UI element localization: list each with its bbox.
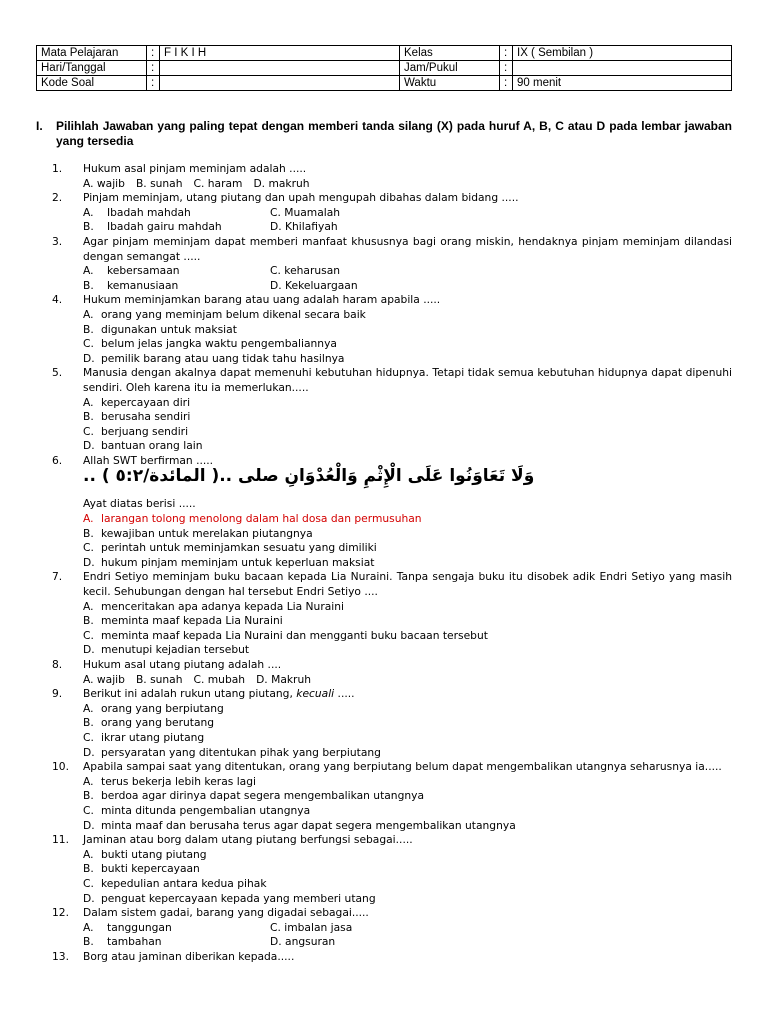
question-text: Jaminan atau borg dalam utang piutang berfungsi sebagai..... [83, 833, 413, 847]
answer-option [83, 337, 732, 352]
question [52, 833, 732, 906]
option-letter: A. [83, 307, 94, 321]
question-number: 9. [52, 687, 63, 701]
answer-option [83, 206, 270, 221]
option-text: tanggungan [107, 920, 172, 934]
answer-option: D. Kekeluargaan [270, 278, 358, 292]
option-letter: B. [83, 862, 94, 876]
option-letter: B. [83, 716, 94, 730]
option-text: berdoa agar dirinya dapat segera mengembalikan utangnya [101, 789, 425, 803]
question [52, 235, 732, 293]
option-text: perintah untuk meminjamkan sesuatu yang dimiliki [101, 541, 377, 555]
answer-option: D. Makruh [256, 672, 312, 686]
header-cell-sep2: : [500, 46, 513, 61]
question-number: 2. [52, 191, 63, 205]
answer-option [83, 541, 732, 556]
question-text: Hukum asal pinjam meminjam adalah ..... [83, 162, 307, 175]
answer-option [83, 789, 732, 804]
answer-option [83, 512, 732, 527]
option-text: berjuang sendiri [101, 424, 189, 438]
option-text: penguat kepercayaan kepada yang memberi utang [101, 891, 376, 905]
option-letter: A. [83, 395, 94, 409]
option-letter: A. [83, 599, 94, 613]
option-list [83, 600, 732, 658]
option-letter: B. [83, 614, 94, 628]
answer-option [83, 396, 732, 411]
answer-option: A. wajib [83, 176, 125, 190]
answer-option: B. sunah [135, 672, 183, 686]
question [52, 658, 732, 687]
question-text: Pinjam meminjam, utang piutang dan upah mengupah dibahas dalam bidang ..... [83, 191, 519, 205]
option-text: orang yang berutang [101, 716, 215, 730]
option-text: hukum pinjam meminjam untuk keperluan maksiat [101, 555, 375, 569]
option-text: belum jelas jangka waktu pengembaliannya [101, 337, 337, 351]
question-text: Berikut ini adalah rukun utang piutang, kecuali ..... [83, 687, 355, 701]
option-text: bukti utang piutang [101, 847, 207, 861]
question-number: 8. [52, 658, 63, 671]
option-list [83, 308, 732, 366]
header-cell-sep: : [147, 61, 160, 76]
option-letter: A. [83, 512, 94, 526]
option-letter: A. [83, 920, 94, 934]
header-cell-label: Mata Pelajaran [37, 46, 147, 61]
question-text: Endri Setiyo meminjam buku bacaan kepada Lia Nuraini. Tanpa sengaja buku itu disobek adik Endri Setiyo yang masih kecil. Sehubungan dengan hal tersebut Endri Setiyo .... [83, 570, 732, 599]
header-cell-value: F I K I H [160, 46, 400, 61]
answer-option [83, 439, 732, 454]
option-text: kewajiban untuk merelakan piutangnya [101, 526, 313, 540]
question [52, 570, 732, 658]
question-text: Dalam sistem gadai, barang yang digadai sebagai..... [83, 906, 369, 920]
question [52, 454, 732, 571]
answer-option [83, 425, 732, 440]
option-letter: D. [83, 891, 95, 905]
option-letter: D. [83, 643, 95, 657]
answer-option: C. imbalan jasa [270, 920, 353, 934]
option-letter: C. [83, 424, 94, 438]
option-text: minta ditunda pengembalian utangnya [101, 803, 311, 817]
option-text: minta maaf dan berusaha terus agar dapat segera mengembalikan utangnya [101, 818, 516, 832]
answer-option: C. haram [193, 176, 243, 190]
question-text: Hukum asal utang piutang adalah .... [83, 658, 282, 671]
header-cell-sep: : [147, 76, 160, 91]
option-letter: A. [83, 264, 94, 278]
option-grid-row [83, 921, 732, 936]
header-cell-value2: IX ( Sembilan ) [513, 46, 732, 61]
option-text: kebersamaan [107, 264, 180, 278]
option-text: Ibadah mahdah [107, 205, 191, 219]
answer-option [83, 935, 270, 950]
inline-options [83, 673, 732, 688]
option-letter: C. [83, 730, 94, 744]
answer-option [83, 892, 732, 907]
option-list [83, 512, 732, 570]
answer-option [83, 556, 732, 571]
header-row [37, 76, 732, 91]
answer-option [83, 220, 270, 235]
question-text: Allah SWT berfirman ..... [83, 453, 214, 467]
instruction [36, 119, 732, 149]
question-number: 11. [52, 833, 69, 847]
answer-option [83, 877, 732, 892]
option-letter: B. [83, 935, 94, 949]
header-cell-value [160, 61, 400, 76]
answer-option [83, 716, 732, 731]
option-letter: D. [83, 555, 95, 569]
header-cell-label: Hari/Tanggal [37, 61, 147, 76]
option-list [83, 702, 732, 760]
option-letter: D. [83, 745, 95, 759]
answer-option [83, 819, 732, 834]
question [52, 191, 732, 235]
option-text: terus bekerja lebih keras lagi [101, 774, 256, 788]
option-text: bantuan orang lain [101, 439, 203, 453]
option-text: menutupi kejadian tersebut [101, 643, 250, 657]
header-cell-value2 [513, 61, 732, 76]
question-followup: Ayat diatas berisi ..... [83, 497, 196, 511]
option-letter: C. [83, 876, 94, 890]
option-grid [83, 206, 732, 235]
question-text: Borg atau jaminan diberikan kepada..... [83, 949, 295, 963]
option-letter: C. [83, 803, 94, 817]
header-row [37, 61, 732, 76]
instruction-text: Pilihlah Jawaban yang paling tepat dengan memberi tanda silang (X) pada huruf A, B, C atau D pada lembar jawaban yang tersedia [56, 119, 732, 148]
answer-option [83, 921, 270, 936]
question [52, 760, 732, 833]
option-text: menceritakan apa adanya kepada Lia Nuraini [101, 599, 344, 613]
question-text: Apabila sampai saat yang ditentukan, orang yang berpiutang belum dapat mengembalikan utangnya seharusnya ia..... [83, 760, 722, 774]
option-list [83, 396, 732, 454]
option-letter: B. [83, 322, 94, 336]
answer-option [83, 323, 732, 338]
answer-option: D. makruh [253, 176, 310, 190]
option-text: kepercayaan diri [101, 395, 191, 409]
question-number: 5. [52, 366, 63, 380]
answer-option: B. sunah [135, 176, 183, 190]
exam-header-table [36, 45, 732, 91]
header-cell-label2: Waktu [400, 76, 500, 91]
option-text: pemilik barang atau uang tidak tahu hasilnya [101, 351, 345, 365]
answer-option [83, 775, 732, 790]
option-letter: D. [83, 439, 95, 453]
question-number: 6. [52, 453, 63, 467]
option-grid-row [83, 206, 732, 221]
question [52, 366, 732, 454]
answer-option [83, 746, 732, 761]
header-cell-label2: Kelas [400, 46, 500, 61]
option-list [83, 848, 732, 906]
answer-option [83, 264, 270, 279]
header-cell-sep2: : [500, 61, 513, 76]
option-letter: B. [83, 220, 94, 234]
header-cell-value [160, 76, 400, 91]
option-letter: A. [83, 847, 94, 861]
answer-option: C. keharusan [270, 264, 341, 278]
arabic-verse [83, 468, 732, 497]
header-cell-sep: : [147, 46, 160, 61]
answer-option [83, 629, 732, 644]
question-list [52, 162, 732, 964]
option-letter: B. [83, 278, 94, 292]
answer-option [83, 862, 732, 877]
question-text: Manusia dengan akalnya dapat memenuhi kebutuhan hidupnya. Tetapi tidak semua kebutuhan hidupnya dapat dipenuhi sendiri. Oleh karena itu ia memerlukan..... [83, 366, 732, 394]
answer-option [83, 410, 732, 425]
question-number: 7. [52, 570, 63, 584]
option-letter: B. [83, 526, 94, 540]
question-number: 12. [52, 906, 69, 920]
header-cell-label: Kode Soal [37, 76, 147, 91]
question-number: 3. [52, 234, 63, 248]
question [52, 950, 732, 965]
answer-option [83, 731, 732, 746]
option-letter: C. [83, 337, 94, 351]
question-emphasis: kecuali [296, 687, 335, 701]
option-text: larangan tolong menolong dalam hal dosa dan permusuhan [101, 512, 422, 526]
question-number: 4. [52, 293, 63, 307]
answer-option: D. Khilafiyah [270, 220, 338, 234]
option-list [83, 775, 732, 833]
question-number: 1. [52, 162, 63, 175]
option-letter: D. [83, 351, 95, 365]
option-grid-row [83, 264, 732, 279]
answer-option [83, 352, 732, 367]
question-text: Agar pinjam meminjam dapat memberi manfaat khususnya bagi orang miskin, hendaknya pinjam meminjam dilandasi dengan semangat ..... [83, 234, 732, 263]
option-letter: B. [83, 410, 94, 424]
option-letter: A. [83, 205, 94, 219]
question-text: Hukum meminjamkan barang atau uang adalah haram apabila ..... [83, 293, 441, 307]
option-text: kepedulian antara kedua pihak [101, 876, 267, 890]
answer-option: A. wajib [83, 672, 125, 686]
option-text: meminta maaf kepada Lia Nuraini dan mengganti buku bacaan tersebut [101, 628, 488, 642]
option-text: persyaratan yang ditentukan pihak yang berpiutang [101, 745, 381, 759]
inline-options [83, 177, 732, 192]
answer-option [83, 848, 732, 863]
arabic-text: وَلَا تَعَاوَنُوا عَلَى الْإِثْمِ وَالْعُدْوَانِ صلى ..( المائدة/٥:٢ ) .. [83, 466, 535, 487]
option-text: ikrar utang piutang [101, 730, 205, 744]
answer-option [83, 804, 732, 819]
answer-option [83, 279, 270, 294]
header-cell-label2: Jam/Pukul [400, 61, 500, 76]
option-letter: A. [83, 701, 94, 715]
option-grid-row [83, 935, 732, 950]
option-letter: A. [83, 774, 94, 788]
answer-option: D. angsuran [270, 935, 336, 949]
answer-option [83, 308, 732, 323]
answer-option [83, 600, 732, 615]
option-text: kemanusiaan [107, 278, 179, 292]
header-cell-value2: 90 menit [513, 76, 732, 91]
answer-option [83, 643, 732, 658]
option-text: berusaha sendiri [101, 410, 191, 424]
option-letter: D. [83, 818, 95, 832]
answer-option: C. Muamalah [270, 205, 341, 219]
option-letter: B. [83, 789, 94, 803]
option-text: bukti kepercayaan [101, 862, 200, 876]
instruction-number: I. [36, 119, 43, 133]
option-text: digunakan untuk maksiat [101, 322, 237, 336]
question [52, 906, 732, 950]
header-cell-sep2: : [500, 76, 513, 91]
question [52, 687, 732, 760]
option-text: Ibadah gairu mahdah [107, 220, 222, 234]
question [52, 162, 732, 191]
option-letter: C. [83, 541, 94, 555]
option-grid-row [83, 279, 732, 294]
answer-option [83, 702, 732, 717]
option-grid [83, 921, 732, 950]
question [52, 293, 732, 366]
header-row [37, 46, 732, 61]
answer-option: C. mubah [193, 672, 246, 686]
question-number: 13. [52, 949, 69, 963]
option-grid-row [83, 220, 732, 235]
answer-option [83, 527, 732, 542]
option-text: meminta maaf kepada Lia Nuraini [101, 614, 283, 628]
option-letter: C. [83, 628, 94, 642]
question-number: 10. [52, 760, 69, 774]
answer-option [83, 614, 732, 629]
option-text: tambahan [107, 935, 162, 949]
option-text: orang yang meminjam belum dikenal secara baik [101, 307, 366, 321]
option-text: orang yang berpiutang [101, 701, 224, 715]
option-grid [83, 264, 732, 293]
